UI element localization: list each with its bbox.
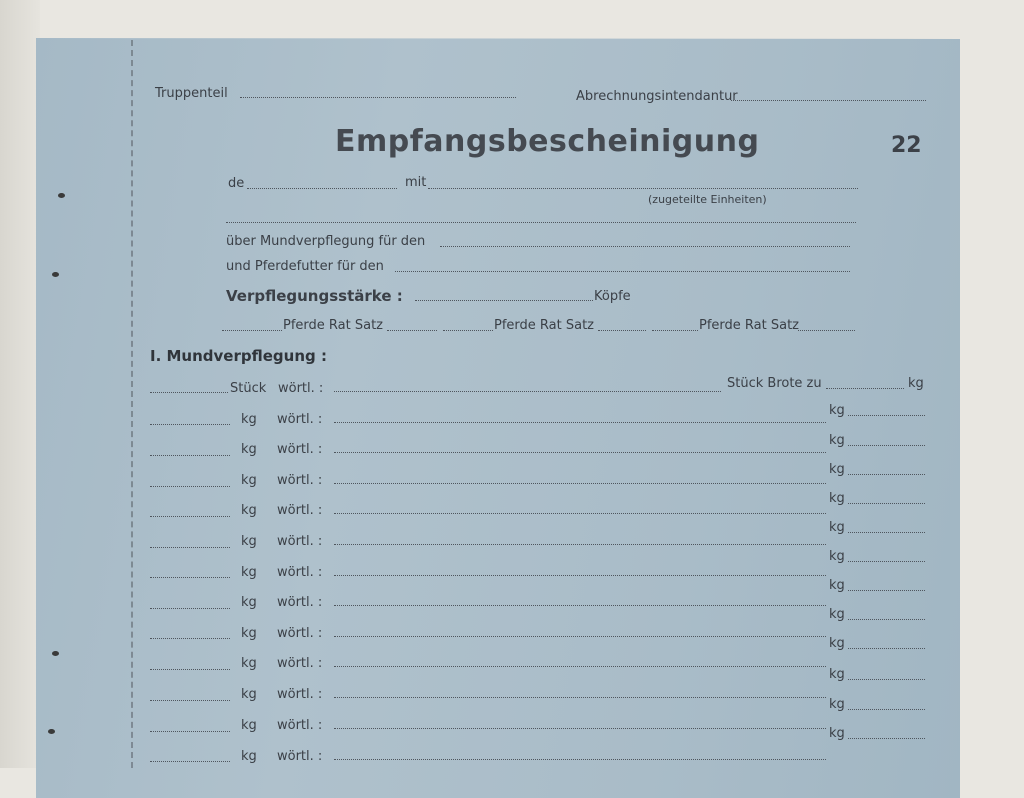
row-kg-field[interactable] xyxy=(848,648,925,649)
row-kg-field[interactable] xyxy=(848,709,925,710)
row-amount-field[interactable] xyxy=(150,577,230,578)
units-field-line[interactable] xyxy=(226,222,856,223)
row-words-label: wörtl. : xyxy=(277,473,323,488)
row-words-label: wörtl. : xyxy=(277,595,323,610)
row-amount-field[interactable] xyxy=(150,455,230,456)
strength-field[interactable] xyxy=(415,300,593,301)
row-words-label: wörtl. : xyxy=(277,534,323,549)
row-words-label: wörtl. : xyxy=(277,412,323,427)
mit-field[interactable] xyxy=(428,188,858,189)
row-unit: kg xyxy=(241,626,257,641)
row-words-field[interactable] xyxy=(334,452,826,453)
row-words-label: wörtl. : xyxy=(277,656,323,671)
row-words-field[interactable] xyxy=(334,636,826,637)
row-words-field[interactable] xyxy=(334,605,826,606)
row-kg-unit: kg xyxy=(829,667,845,682)
row-kg-field[interactable] xyxy=(848,590,925,591)
row-words-field[interactable] xyxy=(334,697,826,698)
mit-label: mit xyxy=(405,175,427,190)
row-amount-field[interactable] xyxy=(150,669,230,670)
row-amount-field[interactable] xyxy=(150,547,230,548)
row-unit: kg xyxy=(241,503,257,518)
form-title: Empfangsbescheinigung xyxy=(335,124,760,159)
row-kg-unit: kg xyxy=(829,549,845,564)
strength-label: Verpflegungsstärke : xyxy=(226,287,403,305)
row-amount-field[interactable] xyxy=(150,424,230,425)
heads-label: Köpfe xyxy=(594,289,631,304)
row-amount-field[interactable] xyxy=(150,608,230,609)
row-words-field[interactable] xyxy=(334,544,826,545)
row-kg-unit: kg xyxy=(829,433,845,448)
billing-office-field[interactable] xyxy=(731,100,926,101)
row-unit: kg xyxy=(241,749,257,764)
de-field[interactable] xyxy=(247,188,397,189)
row-words-label: wörtl. : xyxy=(277,718,323,733)
horses-rate-field-2[interactable] xyxy=(598,330,646,331)
horse-fodder-field[interactable] xyxy=(395,271,850,272)
horses-label-2: Pferde Rat Satz xyxy=(494,318,594,333)
row-kg-unit: kg xyxy=(829,462,845,477)
row-kg-unit: kg xyxy=(908,376,924,391)
row-kg-field[interactable] xyxy=(848,561,925,562)
row-words-label: wörtl. : xyxy=(277,749,323,764)
row-amount-field[interactable] xyxy=(150,761,230,762)
row-words-label: wörtl. : xyxy=(277,565,323,580)
row-words-label: wörtl. : xyxy=(277,626,323,641)
row-words-label: wörtl. : xyxy=(277,442,323,457)
horses-field-2[interactable] xyxy=(443,330,493,331)
row-unit: kg xyxy=(241,656,257,671)
row-kg-field[interactable] xyxy=(848,738,925,739)
horses-label-1: Pferde Rat Satz xyxy=(283,318,383,333)
row-kg-unit: kg xyxy=(829,491,845,506)
troop-unit-label: Truppenteil xyxy=(155,86,228,101)
row-kg-field[interactable] xyxy=(848,445,925,446)
row-kg-field[interactable] xyxy=(848,679,925,680)
row-amount-field[interactable] xyxy=(150,731,230,732)
row-unit: kg xyxy=(241,534,257,549)
bread-label: Stück Brote zu xyxy=(727,376,822,391)
horses-field-1[interactable] xyxy=(222,330,282,331)
troop-unit-field[interactable] xyxy=(240,97,516,98)
row-kg-unit: kg xyxy=(829,636,845,651)
row-amount-field[interactable] xyxy=(150,700,230,701)
form-number: 22 xyxy=(891,133,922,158)
assigned-units-note: (zugeteilte Einheiten) xyxy=(648,193,767,206)
row-unit: Stück xyxy=(230,381,267,396)
horse-fodder-label: und Pferdefutter für den xyxy=(226,259,384,274)
punch-hole xyxy=(58,193,65,198)
row-amount-field[interactable] xyxy=(150,638,230,639)
row-kg-field[interactable] xyxy=(848,532,925,533)
row-words-field[interactable] xyxy=(334,513,826,514)
row-words-field[interactable] xyxy=(334,575,826,576)
row-unit: kg xyxy=(241,412,257,427)
bread-count-field[interactable] xyxy=(150,392,228,393)
row-kg-unit: kg xyxy=(829,726,845,741)
punch-hole xyxy=(52,272,59,277)
punch-hole xyxy=(48,729,55,734)
row-words-field[interactable] xyxy=(334,728,826,729)
section-title: I. Mundverpflegung : xyxy=(150,347,327,365)
rations-for-field[interactable] xyxy=(440,246,850,247)
row-unit: kg xyxy=(241,442,257,457)
punch-hole xyxy=(52,651,59,656)
rations-for-label: über Mundverpflegung für den xyxy=(226,234,426,249)
row-words-label: wörtl. : xyxy=(278,381,324,396)
row-kg-field[interactable] xyxy=(848,474,925,475)
row-words-field[interactable] xyxy=(334,759,826,760)
row-kg-field[interactable] xyxy=(848,415,925,416)
row-unit: kg xyxy=(241,565,257,580)
billing-office-label: Abrechnungsintendantur xyxy=(576,89,738,104)
de-label: de xyxy=(228,176,245,191)
row-words-field[interactable] xyxy=(334,666,826,667)
row-kg-unit: kg xyxy=(829,607,845,622)
row-unit: kg xyxy=(241,473,257,488)
row-kg-field[interactable] xyxy=(848,619,925,620)
row-words-label: wörtl. : xyxy=(277,687,323,702)
desk-background xyxy=(0,0,40,768)
row-kg-unit: kg xyxy=(829,520,845,535)
row-unit: kg xyxy=(241,718,257,733)
perforation-line xyxy=(131,40,133,768)
horses-field-3[interactable] xyxy=(652,330,698,331)
bread-weight-field[interactable] xyxy=(826,388,904,389)
row-amount-field[interactable] xyxy=(150,516,230,517)
row-kg-unit: kg xyxy=(829,697,845,712)
row-words-label: wörtl. : xyxy=(277,503,323,518)
row-words-field[interactable] xyxy=(334,422,826,423)
row-unit: kg xyxy=(241,595,257,610)
row-amount-field[interactable] xyxy=(150,486,230,487)
horses-rate-field-3[interactable] xyxy=(798,330,855,331)
row-kg-unit: kg xyxy=(829,403,845,418)
row-kg-unit: kg xyxy=(829,578,845,593)
horses-label-3: Pferde Rat Satz xyxy=(699,318,799,333)
row-words-field[interactable] xyxy=(334,483,826,484)
horses-rate-field-1[interactable] xyxy=(387,330,437,331)
row-words-field[interactable] xyxy=(334,391,721,392)
row-unit: kg xyxy=(241,687,257,702)
row-kg-field[interactable] xyxy=(848,503,925,504)
